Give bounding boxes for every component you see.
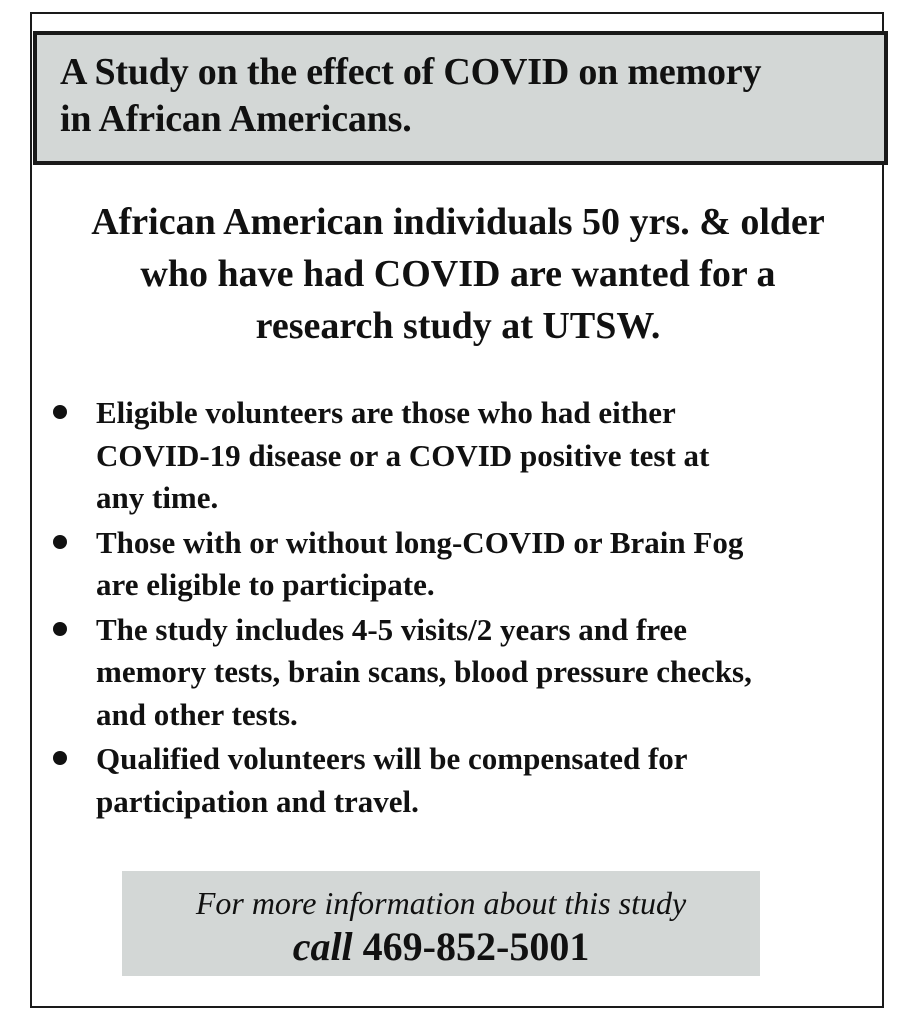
study-title-line-1: A Study on the effect of COVID on memory [60, 51, 762, 93]
eligibility-list [0, 392, 898, 825]
recruitment-line-2: who have had COVID are wanted for a [140, 253, 776, 295]
list-item-line: The study includes 4-5 visits/2 years and free [96, 611, 688, 647]
header-banner [33, 31, 888, 165]
list-item-line: are eligible to participate. [96, 567, 435, 602]
list-item [0, 738, 898, 823]
bullet-icon [53, 535, 67, 549]
list-item-line: and other tests. [96, 696, 298, 732]
list-item-line: Those with or without long-COVID or Brain Fog [96, 524, 744, 560]
list-item-line: participation and travel. [96, 783, 419, 819]
bullet-icon [53, 751, 67, 765]
call-word: call [292, 924, 353, 969]
contact-info-text: For more information about this study [195, 885, 687, 921]
bullet-icon [53, 622, 67, 636]
list-item-line: memory tests, brain scans, blood pressure checks, [96, 654, 752, 689]
list-item [0, 522, 898, 607]
contact-box [122, 871, 760, 976]
study-title-line-2: in African Americans. [60, 98, 412, 140]
bullet-icon [53, 405, 67, 419]
list-item-line: Eligible volunteers are those who had either [96, 395, 676, 430]
study-title [60, 49, 862, 143]
list-item [0, 392, 898, 520]
recruitment-line-3: research study at UTSW. [255, 305, 661, 347]
list-item-line: any time. [96, 480, 219, 515]
list-item-line: Qualified volunteers will be compensated for [96, 741, 688, 776]
recruitment-statement [40, 196, 876, 352]
list-item [0, 609, 898, 737]
call-line [122, 923, 760, 971]
phone-number: 469-852-5001 [362, 924, 590, 969]
list-item-line: COVID-19 disease or a COVID positive test at [96, 437, 710, 473]
recruitment-line-1: African American individuals 50 yrs. & older [91, 201, 825, 243]
